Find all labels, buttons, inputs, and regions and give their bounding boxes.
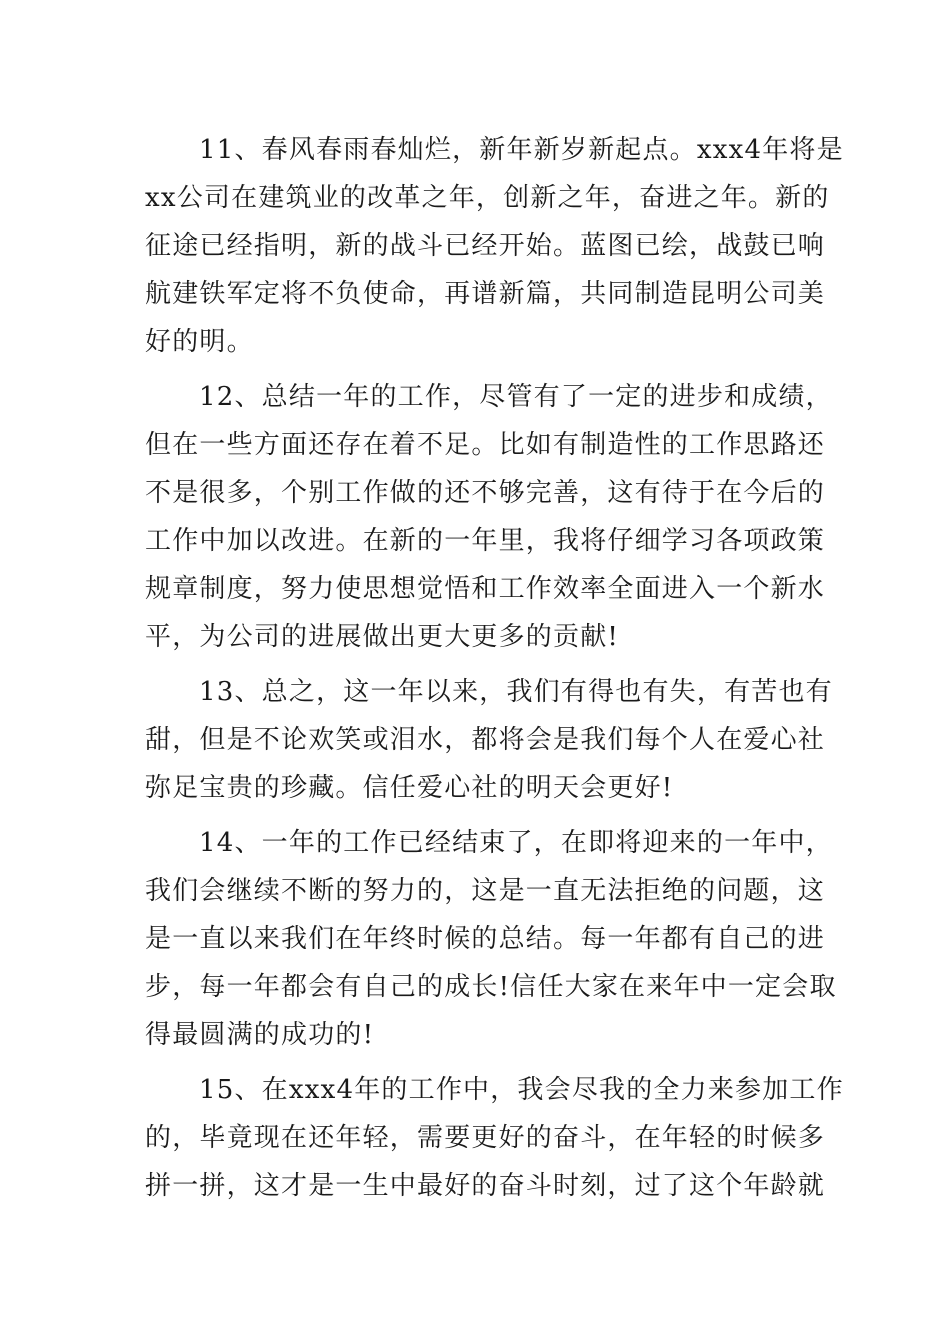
text-line: 但在一些方面还存在着不足。比如有制造性的工作思路还: [145, 430, 826, 460]
text-line: 平，为公司的进展做出更大更多的贡献!: [145, 622, 620, 652]
text-line: 弥足宝贵的珍藏。信任爱心社的明天会更好!: [145, 773, 674, 803]
text-line: 我们会继续不断的努力的，这是一直无法拒绝的问题，这: [145, 876, 826, 906]
text-line: 14、一年的工作已经结束了，在即将迎来的一年中，: [199, 828, 833, 858]
paragraph-15: [145, 1066, 844, 1210]
text-line: 的，毕竟现在还年轻，需要更好的奋斗，在年轻的时候多: [145, 1123, 826, 1153]
text-line: 甜，但是不论欢笑或泪水，都将会是我们每个人在爱心社: [145, 725, 826, 755]
document-body: [145, 126, 844, 1210]
text-line: 11、春风春雨春灿烂，新年新岁新起点。xxx4年将是: [199, 135, 844, 165]
paragraph-11: [145, 126, 844, 366]
text-line: 15、在xxx4年的工作中，我会尽我的全力来参加工作: [199, 1075, 844, 1105]
text-line: 拼一拼，这才是一生中最好的奋斗时刻，过了这个年龄就: [145, 1171, 826, 1201]
text-line: 不是很多，个别工作做的还不够完善，这有待于在今后的: [145, 478, 826, 508]
paragraph-12: [145, 373, 833, 661]
text-line: 是一直以来我们在年终时候的总结。每一年都有自己的进: [145, 924, 826, 954]
text-line: 步，每一年都会有自己的成长!信任大家在来年中一定会取: [145, 972, 837, 1002]
text-line: 13、总之，这一年以来，我们有得也有失，有苦也有: [199, 677, 833, 707]
text-line: xx公司在建筑业的改革之年，创新之年，奋进之年。新的: [145, 183, 830, 213]
paragraph-13: [145, 668, 833, 812]
text-line: 征途已经指明，新的战斗已经开始。蓝图已绘，战鼓已响: [145, 231, 826, 261]
text-line: 航建铁军定将不负使命，再谱新篇，共同制造昆明公司美: [145, 279, 826, 309]
text-line: 12、总结一年的工作，尽管有了一定的进步和成绩，: [199, 382, 833, 412]
text-line: 规章制度，努力使思想觉悟和工作效率全面进入一个新水: [145, 574, 826, 604]
text-line: 得最圆满的成功的!: [145, 1020, 375, 1050]
text-line: 工作中加以改进。在新的一年里，我将仔细学习各项政策: [145, 526, 826, 556]
text-line: 好的明。: [145, 327, 254, 357]
paragraph-14: [145, 819, 837, 1059]
